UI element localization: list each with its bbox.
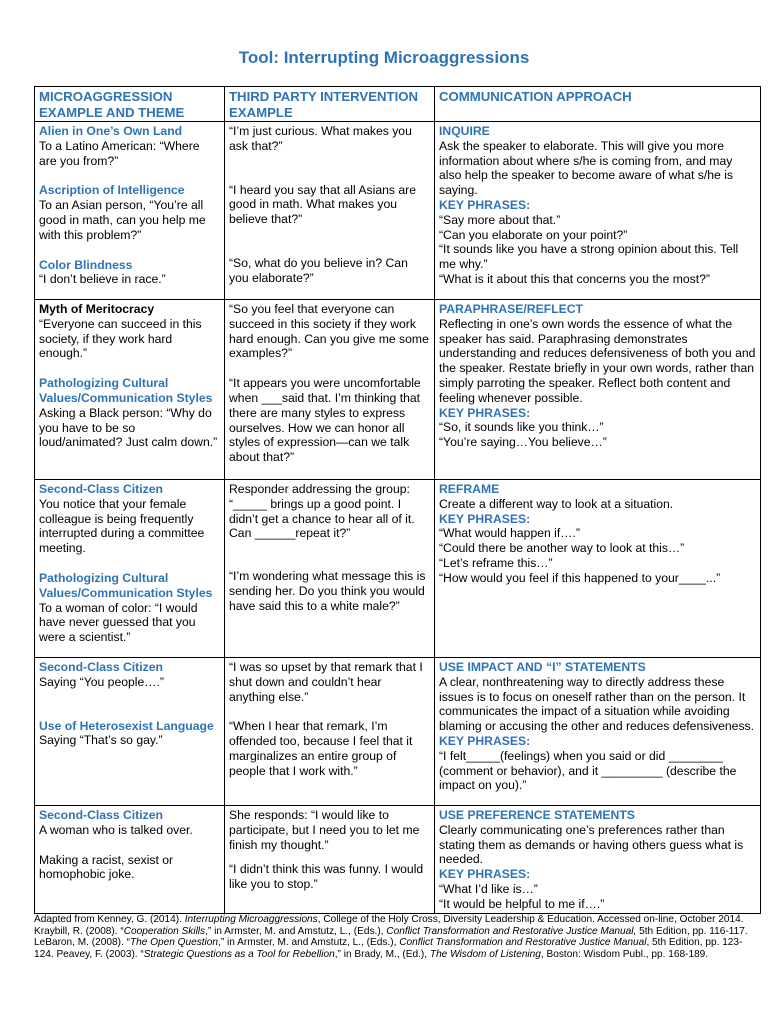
- approach-cell: [435, 806, 761, 914]
- footnote-text: ,” in Armster, M. and Amstutz, L., (Eds.),: [205, 925, 387, 937]
- approach-title: USE IMPACT AND “I” STATEMENTS: [439, 660, 646, 674]
- approach-title: PARAPHRASE/REFLECT: [439, 302, 583, 316]
- theme-label: Pathologizing Cultural Values/Communication Styles: [39, 570, 213, 600]
- key-phrase: “What would happen if….”: [439, 526, 580, 541]
- intervention-cell: [225, 658, 435, 806]
- example-text: Saying “That’s so gay.”: [39, 733, 163, 748]
- theme-label: Ascription of Intelligence: [39, 183, 185, 198]
- intervention-text: “So you feel that everyone can succeed in this society if they work hard enough. Can you give me some examples?”: [229, 302, 429, 361]
- key-phrases-label: KEY PHRASES:: [439, 511, 531, 526]
- key-phrase: “It would be helpful to me if….”: [439, 896, 605, 911]
- header-intervention: THIRD PARTY INTERVENTION EXAMPLE: [225, 87, 435, 122]
- key-phrases-label: KEY PHRASES:: [439, 405, 531, 420]
- table-row: [35, 480, 761, 658]
- intervention-text: She responds: “I would like to participate, but I need you to let me finish my thought.”: [229, 808, 420, 852]
- intervention-cell: [225, 300, 435, 480]
- footnote-text: 5th Edition, pp. 116-117. LeBaron, M. (2008). “: [34, 925, 748, 949]
- approach-cell: [435, 480, 761, 658]
- footnote-text: ,” in Brady, M., (Ed.),: [334, 948, 430, 960]
- footnote-title: Cooperation Skills: [123, 925, 206, 937]
- table-row: [35, 806, 761, 914]
- microaggression-cell: [35, 122, 225, 300]
- approach-title: INQUIRE: [439, 124, 490, 138]
- example-text: You notice that your female colleague is being frequently interrupted during a committee meeting.: [39, 496, 205, 556]
- intervention-text: “I heard you say that all Asians are good in math. What makes you believe that?”: [229, 182, 416, 227]
- intervention-text: “I’m wondering what message this is sending her. Do you think you would have said this to a white male?”: [229, 569, 426, 613]
- key-phrases-label: KEY PHRASES:: [439, 197, 531, 212]
- footnote-title: Conflict Transformation and Restorative Justice Manual,: [386, 925, 637, 937]
- footnote-title: Strategic Questions as a Tool for Rebellion: [143, 948, 335, 960]
- example-text: To a woman of color: “I would have never guessed that you were a scientist.”: [39, 600, 198, 645]
- example-text: To a Latino American: “Where are you from?”: [39, 138, 200, 168]
- microaggression-cell: [35, 806, 225, 914]
- footnote-title: Conflict Transformation and Restorative Justice Manual: [399, 937, 647, 949]
- approach-cell: [435, 300, 761, 480]
- intervention-text: “I didn’t think this was funny. I would like you to stop.”: [229, 862, 424, 892]
- example-text: “I don’t believe in race.”: [39, 272, 166, 287]
- microaggression-cell: [35, 300, 225, 480]
- intervention-cell: [225, 480, 435, 658]
- key-phrase: “Let’s reframe this…”: [439, 555, 553, 570]
- microaggressions-table: [34, 86, 761, 914]
- intervention-text: “It appears you were uncomfortable when ___said that. I’m thinking that there are many styles to express ourselves. How we can honor all styles of expression—can we talk about that?”: [229, 376, 421, 465]
- approach-description: Ask the speaker to elaborate. This will give you more information about where s/he is coming from, and may also help the speaker to become aware of what s/he is saying.: [439, 138, 734, 198]
- approach-description: Reflecting in one’s own words the essence of what the speaker has said. Paraphrasing demonstrates understanding and reduces defensiveness of both you and the speaker. Restate briefly in your own words, rather than simply parroting the speaker. Reflect both content and feeling whenever possible.: [439, 316, 756, 405]
- intervention-text: “So, what do you believe in? Can you elaborate?”: [229, 255, 408, 285]
- key-phrase: “What is it about this that concerns you the most?”: [439, 271, 710, 286]
- approach-title: USE PREFERENCE STATEMENTS: [439, 808, 635, 822]
- approach-description: Create a different way to look at a situation.: [439, 496, 674, 511]
- footnote-text: ,” in Armster, M. and Amstutz, L., (Eds.),: [218, 937, 400, 949]
- intervention-cell: [225, 122, 435, 300]
- footnote-title: The Open Question: [129, 937, 219, 949]
- key-phrases-label: KEY PHRASES:: [439, 867, 531, 882]
- theme-label: Color Blindness: [39, 257, 133, 272]
- theme-label: Myth of Meritocracy: [39, 302, 155, 316]
- key-phrase: “It sounds like you have a strong opinion about this. Tell me why.”: [439, 242, 739, 272]
- citation-footnote: [34, 914, 760, 960]
- table-row: [35, 658, 761, 806]
- example-text: Saying “You people….”: [39, 674, 164, 689]
- header-microaggression: MICROAGGRESSION EXAMPLE AND THEME: [35, 87, 225, 122]
- theme-label: Alien in One’s Own Land: [39, 124, 183, 138]
- approach-description: Clearly communicating one’s preferences rather than stating them as demands or having others guess what is needed.: [439, 822, 744, 867]
- intervention-text: “I was so upset by that remark that I shut down and couldn’t hear anything else.”: [229, 660, 423, 704]
- microaggression-cell: [35, 480, 225, 658]
- approach-cell: [435, 658, 761, 806]
- example-text: “Everyone can succeed in this society, if they work hard enough.”: [39, 316, 202, 361]
- theme-label: Pathologizing Cultural Values/Communication Styles: [39, 376, 213, 405]
- footnote-text: Adapted from Kenney, G. (2014).: [34, 914, 185, 925]
- example-text: Making a racist, sexist or homophobic joke.: [39, 852, 174, 882]
- example-text: Asking a Black person: “Why do you have to be so loud/animated? Just calm down.”: [39, 405, 218, 450]
- microaggression-cell: [35, 658, 225, 806]
- theme-label: Second-Class Citizen: [39, 660, 163, 674]
- approach-title: REFRAME: [439, 482, 500, 496]
- example-text: A woman who is talked over.: [39, 822, 193, 837]
- key-phrase: “Can you elaborate on your point?”: [439, 227, 628, 242]
- key-phrase: “Say more about that.”: [439, 212, 561, 227]
- table-header-row: [35, 87, 761, 122]
- theme-label: Second-Class Citizen: [39, 482, 163, 496]
- intervention-cell: [225, 806, 435, 914]
- example-text: To an Asian person, “You’re all good in math, can you help me with this problem?”: [39, 198, 206, 242]
- theme-label: Second-Class Citizen: [39, 808, 163, 822]
- key-phrase: “What I’d like is…”: [439, 881, 538, 896]
- table-row: [35, 300, 761, 480]
- footnote-text: , Boston: Wisdom Publ., pp. 168-189.: [540, 948, 709, 960]
- key-phrase: “Could there be another way to look at this…”: [439, 541, 685, 556]
- key-phrase: “So, it sounds like you think…”: [439, 420, 604, 435]
- intervention-text: Responder addressing the group: “_____ brings up a good point. I didn’t get a chance to hear all of it. Can ______repeat it?”: [229, 482, 415, 541]
- footnote-title: Interrupting Microaggressions: [184, 914, 318, 925]
- approach-cell: [435, 122, 761, 300]
- key-phrases-label: KEY PHRASES:: [439, 733, 531, 748]
- theme-label: Use of Heterosexist Language: [39, 718, 214, 733]
- table-row: [35, 122, 761, 300]
- intervention-text: “I’m just curious. What makes you ask that?”: [229, 124, 412, 153]
- approach-description: A clear, nonthreatening way to directly address these issues is to focus on oneself rather than on the person. It communicates the impact of a situation while avoiding blaming or accusing the other and reduces defensiveness.: [439, 674, 755, 734]
- intervention-text: “When I hear that remark, I’m offended too, because I feel that it marginalizes an entire group of people that I work with.”: [229, 719, 413, 778]
- key-phrase: “You’re saying…You believe…”: [439, 435, 607, 450]
- header-approach: COMMUNICATION APPROACH: [435, 87, 761, 122]
- footnote-text: , 5th Edition, pp. 123-124. Peavey, F. (2003). “: [34, 937, 743, 960]
- page-title: Tool: Interrupting Microaggressions: [238, 48, 530, 67]
- key-phrase: “I felt_____(feelings) when you said or did ________ (comment or behavior), and it _________ (describe the impact on you).”: [439, 748, 737, 793]
- key-phrase: “How would you feel if this happened to your____...”: [439, 570, 721, 585]
- footnote-title: The Wisdom of Listening: [429, 948, 541, 960]
- footnote-text: , College of the Holy Cross, Diversity Leadership & Education. Accessed on-line, October 2014. Kraybill, R. (2008). “: [34, 914, 744, 937]
